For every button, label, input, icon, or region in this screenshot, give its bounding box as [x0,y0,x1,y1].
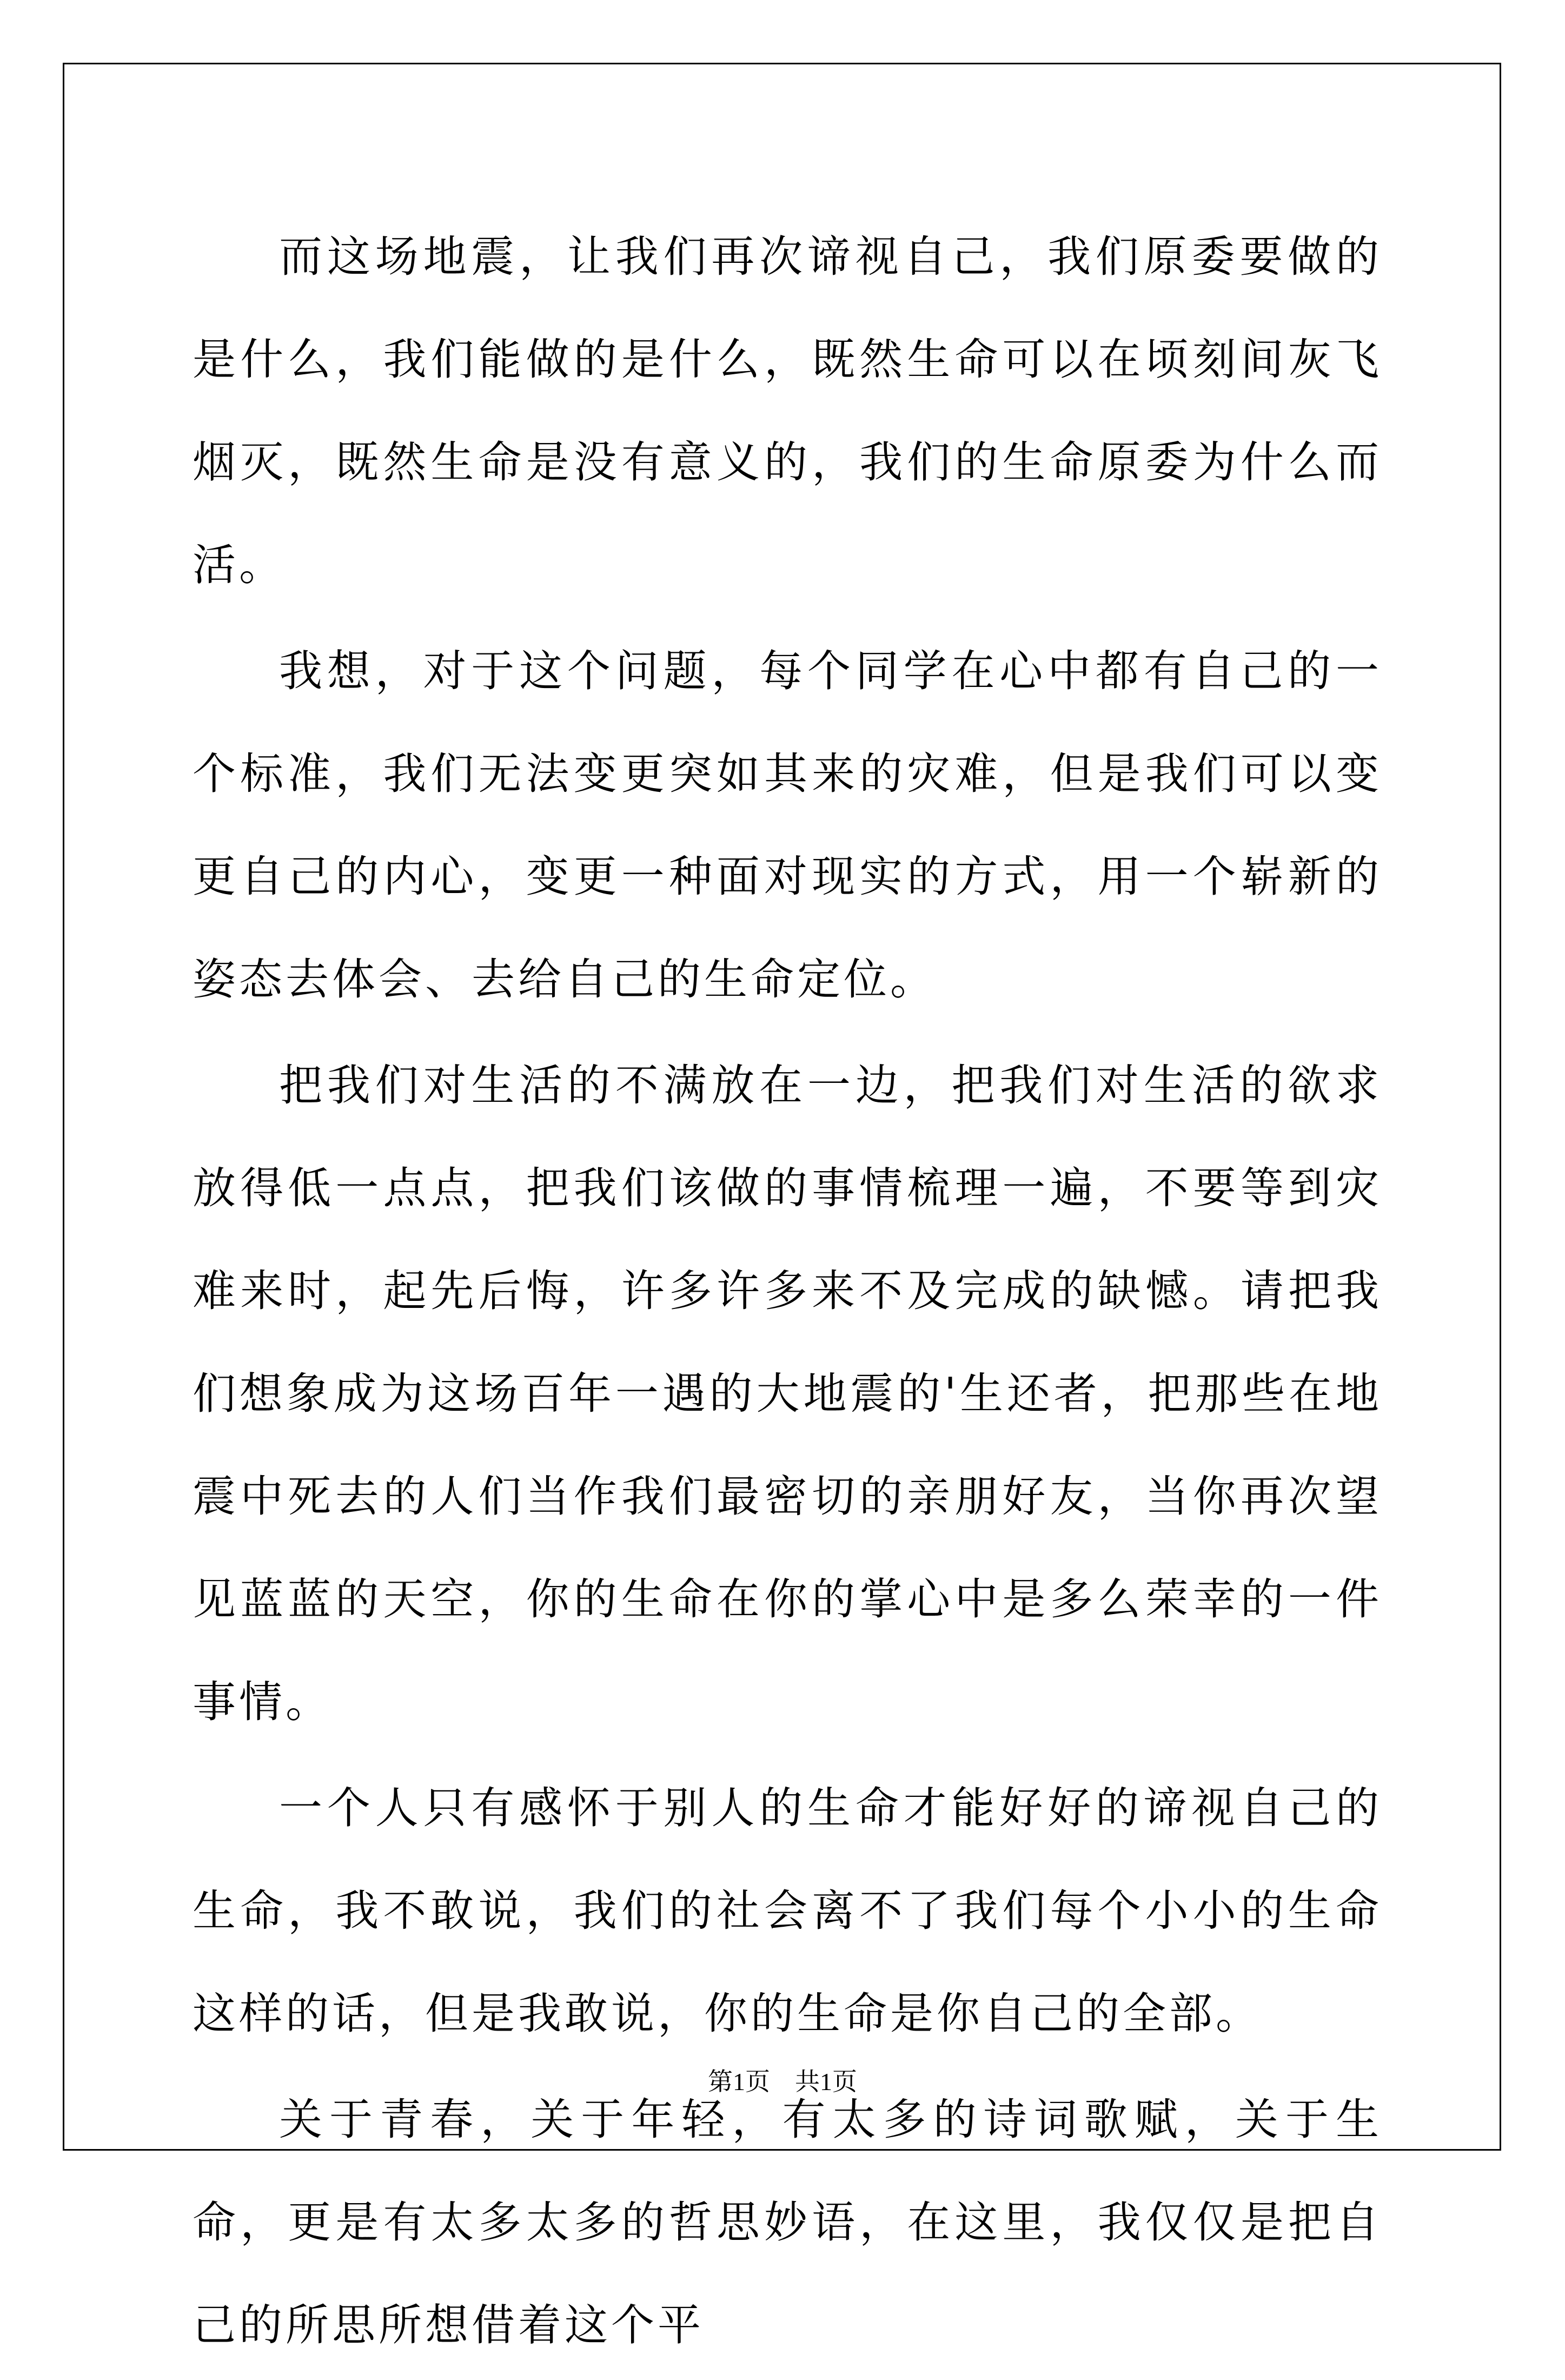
paragraph-1: 而这场地震，让我们再次谛视自己，我们原委要做的是什么，我们能做的是什么，既然生命可以在顷刻间灰飞烟灭，既然生命是没有意义的，我们的生命原委为什么而活。 [193,232,1382,590]
paragraph-5: 关于青春，关于年轻，有太多的诗词歌赋，关于生命，更是有太多太多的哲思妙语，在这里，我仅仅是把自己的所思所想借着这个平 [193,2094,1382,2350]
document-body [193,206,1382,2380]
paragraph-2: 我想，对于这个问题，每个同学在心中都有自己的一个标准，我们无法变更突如其来的灾难，但是我们可以变更自己的内心，变更一种面对现实的方式，用一个崭新的姿态去体会、去给自己的生命定位。 [193,646,1382,1004]
paragraph-3: 把我们对生活的不满放在一边，把我们对生活的欲求放得低一点点，把我们该做的事情梳理一遍，不要等到灾难来时，起先后悔，许多许多来不及完成的缺憾。请把我们想象成为这场百年一遇的大地震的'生还者，把那些在地震中死去的人们当作我们最密切的亲朋好友，当你再次望见蓝蓝的天空，你的生命在你的掌心中是多么荣幸的一件事情。 [193,1060,1382,1727]
paragraph-4: 一个人只有感怀于别人的生命才能好好的谛视自己的生命，我不敢说，我们的社会离不了我们每个小小的生命这样的话，但是我敢说，你的生命是你自己的全部。 [193,1783,1382,2039]
page-footer: 第1页 共1页 [708,2068,857,2095]
